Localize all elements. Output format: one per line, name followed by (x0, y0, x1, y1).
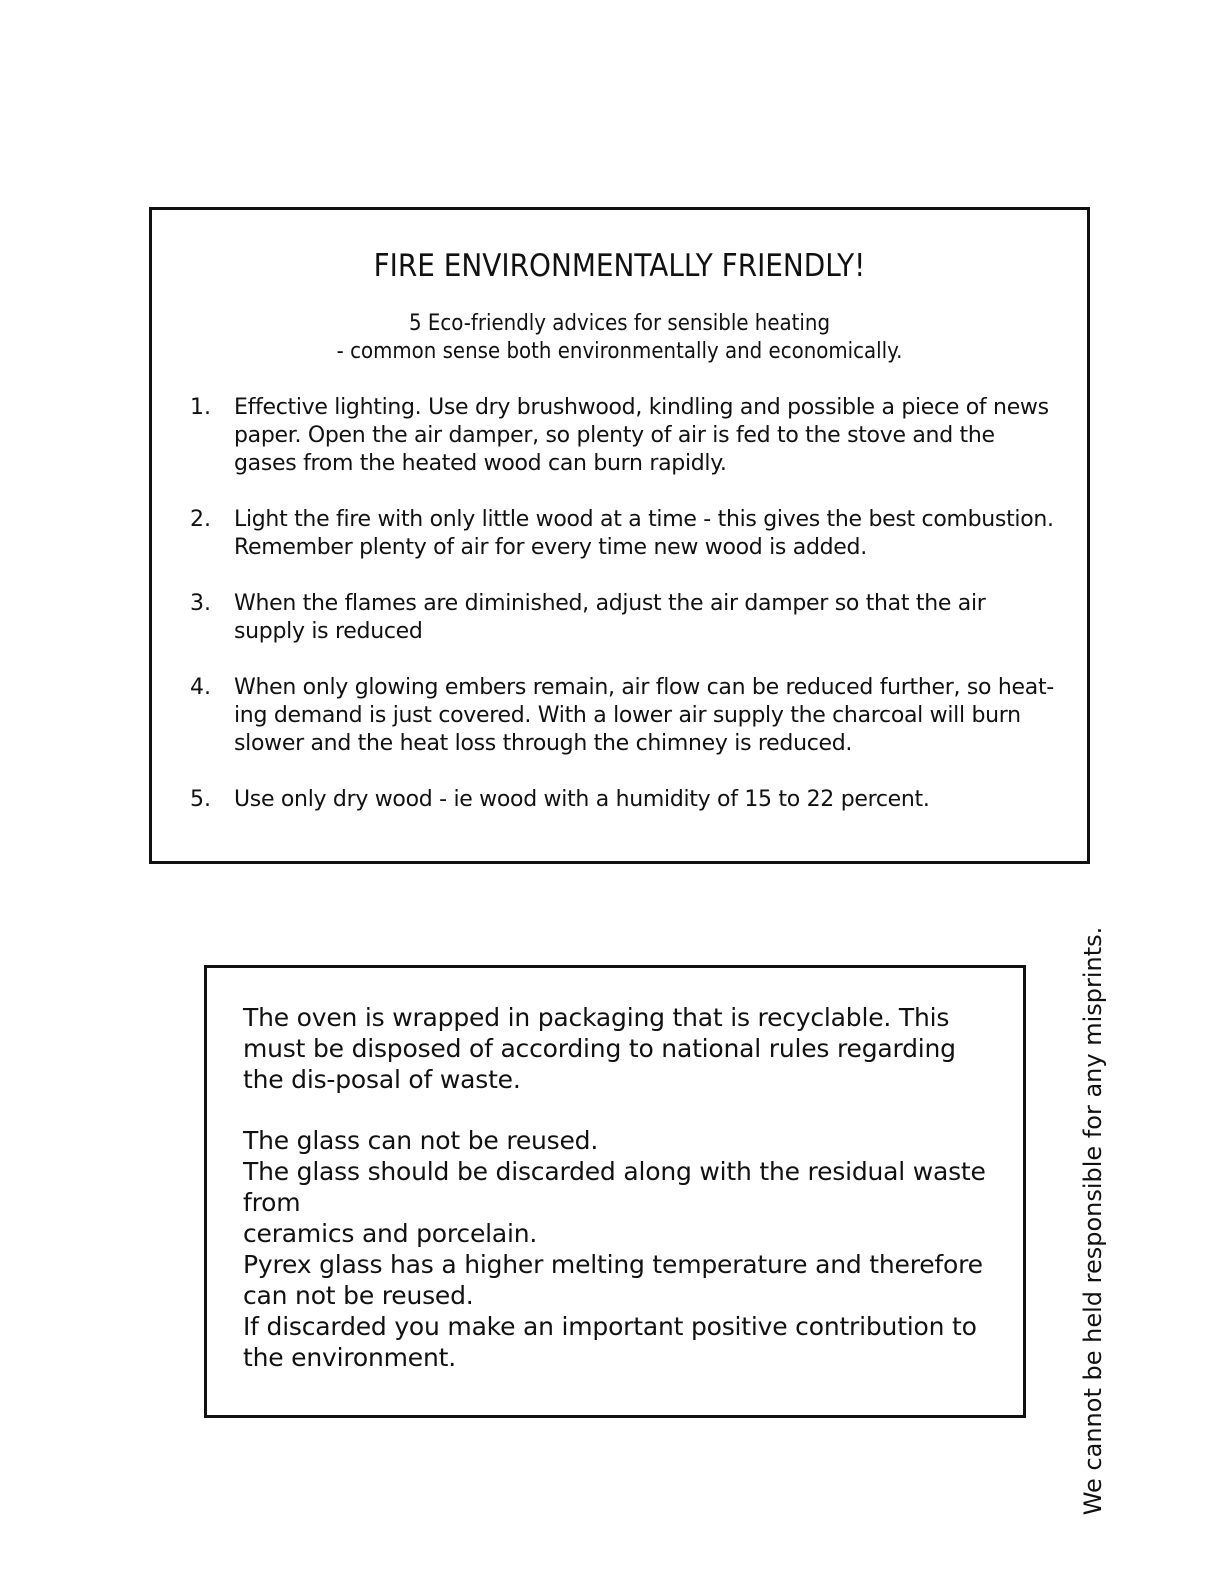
advice-item (190, 394, 1057, 478)
waste-line-ceramics: ceramics and porcelain. (243, 1219, 538, 1248)
waste-line-pyrex: Pyrex glass has a higher melting temperature and therefore can not be reused. (243, 1250, 983, 1310)
advice-item (190, 590, 1057, 646)
advice-text: Use only dry wood - ie wood with a humidity of 15 to 22 percent. (234, 787, 930, 812)
waste-line-contribution: If discarded you make an important positive contribution to the environment. (243, 1312, 977, 1372)
paragraph-spacer (243, 1095, 1003, 1125)
advice-number: 4. (190, 675, 211, 700)
waste-disposal-box (204, 965, 1026, 1418)
advice-number: 3. (190, 591, 211, 616)
advice-text: When only glowing embers remain, air flow can be reduced further, so heat-ing demand is just covered. With a lower air supply the charcoal will burn slower and the heat loss through the chimney is reduced. (234, 675, 1054, 756)
misprint-disclaimer-text: We cannot be held responsible for any misprints. (1079, 926, 1107, 1516)
advice-number: 2. (190, 507, 211, 532)
advice-item (190, 506, 1057, 562)
waste-text (243, 1002, 1003, 1373)
waste-line-glass-discard: The glass should be discarded along with the residual waste from (243, 1157, 986, 1217)
advice-number: 5. (190, 787, 211, 812)
fire-advice-box (149, 207, 1090, 864)
advice-text: Light the fire with only little wood at a time - this gives the best combustion. Remember plenty of air for every time new wood is added. (234, 507, 1054, 560)
advice-item (190, 786, 1057, 814)
advice-item (190, 674, 1057, 758)
advice-list (190, 394, 1057, 842)
fire-title: FIRE ENVIRONMENTALLY FRIENDLY! (373, 248, 866, 284)
advice-number: 1. (190, 395, 211, 420)
waste-line-glass-reuse: The glass can not be reused. (243, 1126, 599, 1155)
fire-subtitle-line-1: 5 Eco-friendly advices for sensible heating (408, 311, 831, 336)
fire-subtitle-line-2: - common sense both environmentally and economically. (336, 339, 903, 364)
advice-text: When the flames are diminished, adjust the air damper so that the air supply is reduced (234, 591, 986, 644)
advice-text: Effective lighting. Use dry brushwood, kindling and possible a piece of news paper. Open the air damper, so plenty of air is fed to the stove and the gases from the heated wood can burn rapidly. (234, 395, 1049, 476)
waste-paragraph-packaging: The oven is wrapped in packaging that is recyclable. This must be disposed of according to national rules regarding the dis-posal of waste. (243, 1003, 956, 1094)
fire-subtitle (152, 310, 1087, 366)
